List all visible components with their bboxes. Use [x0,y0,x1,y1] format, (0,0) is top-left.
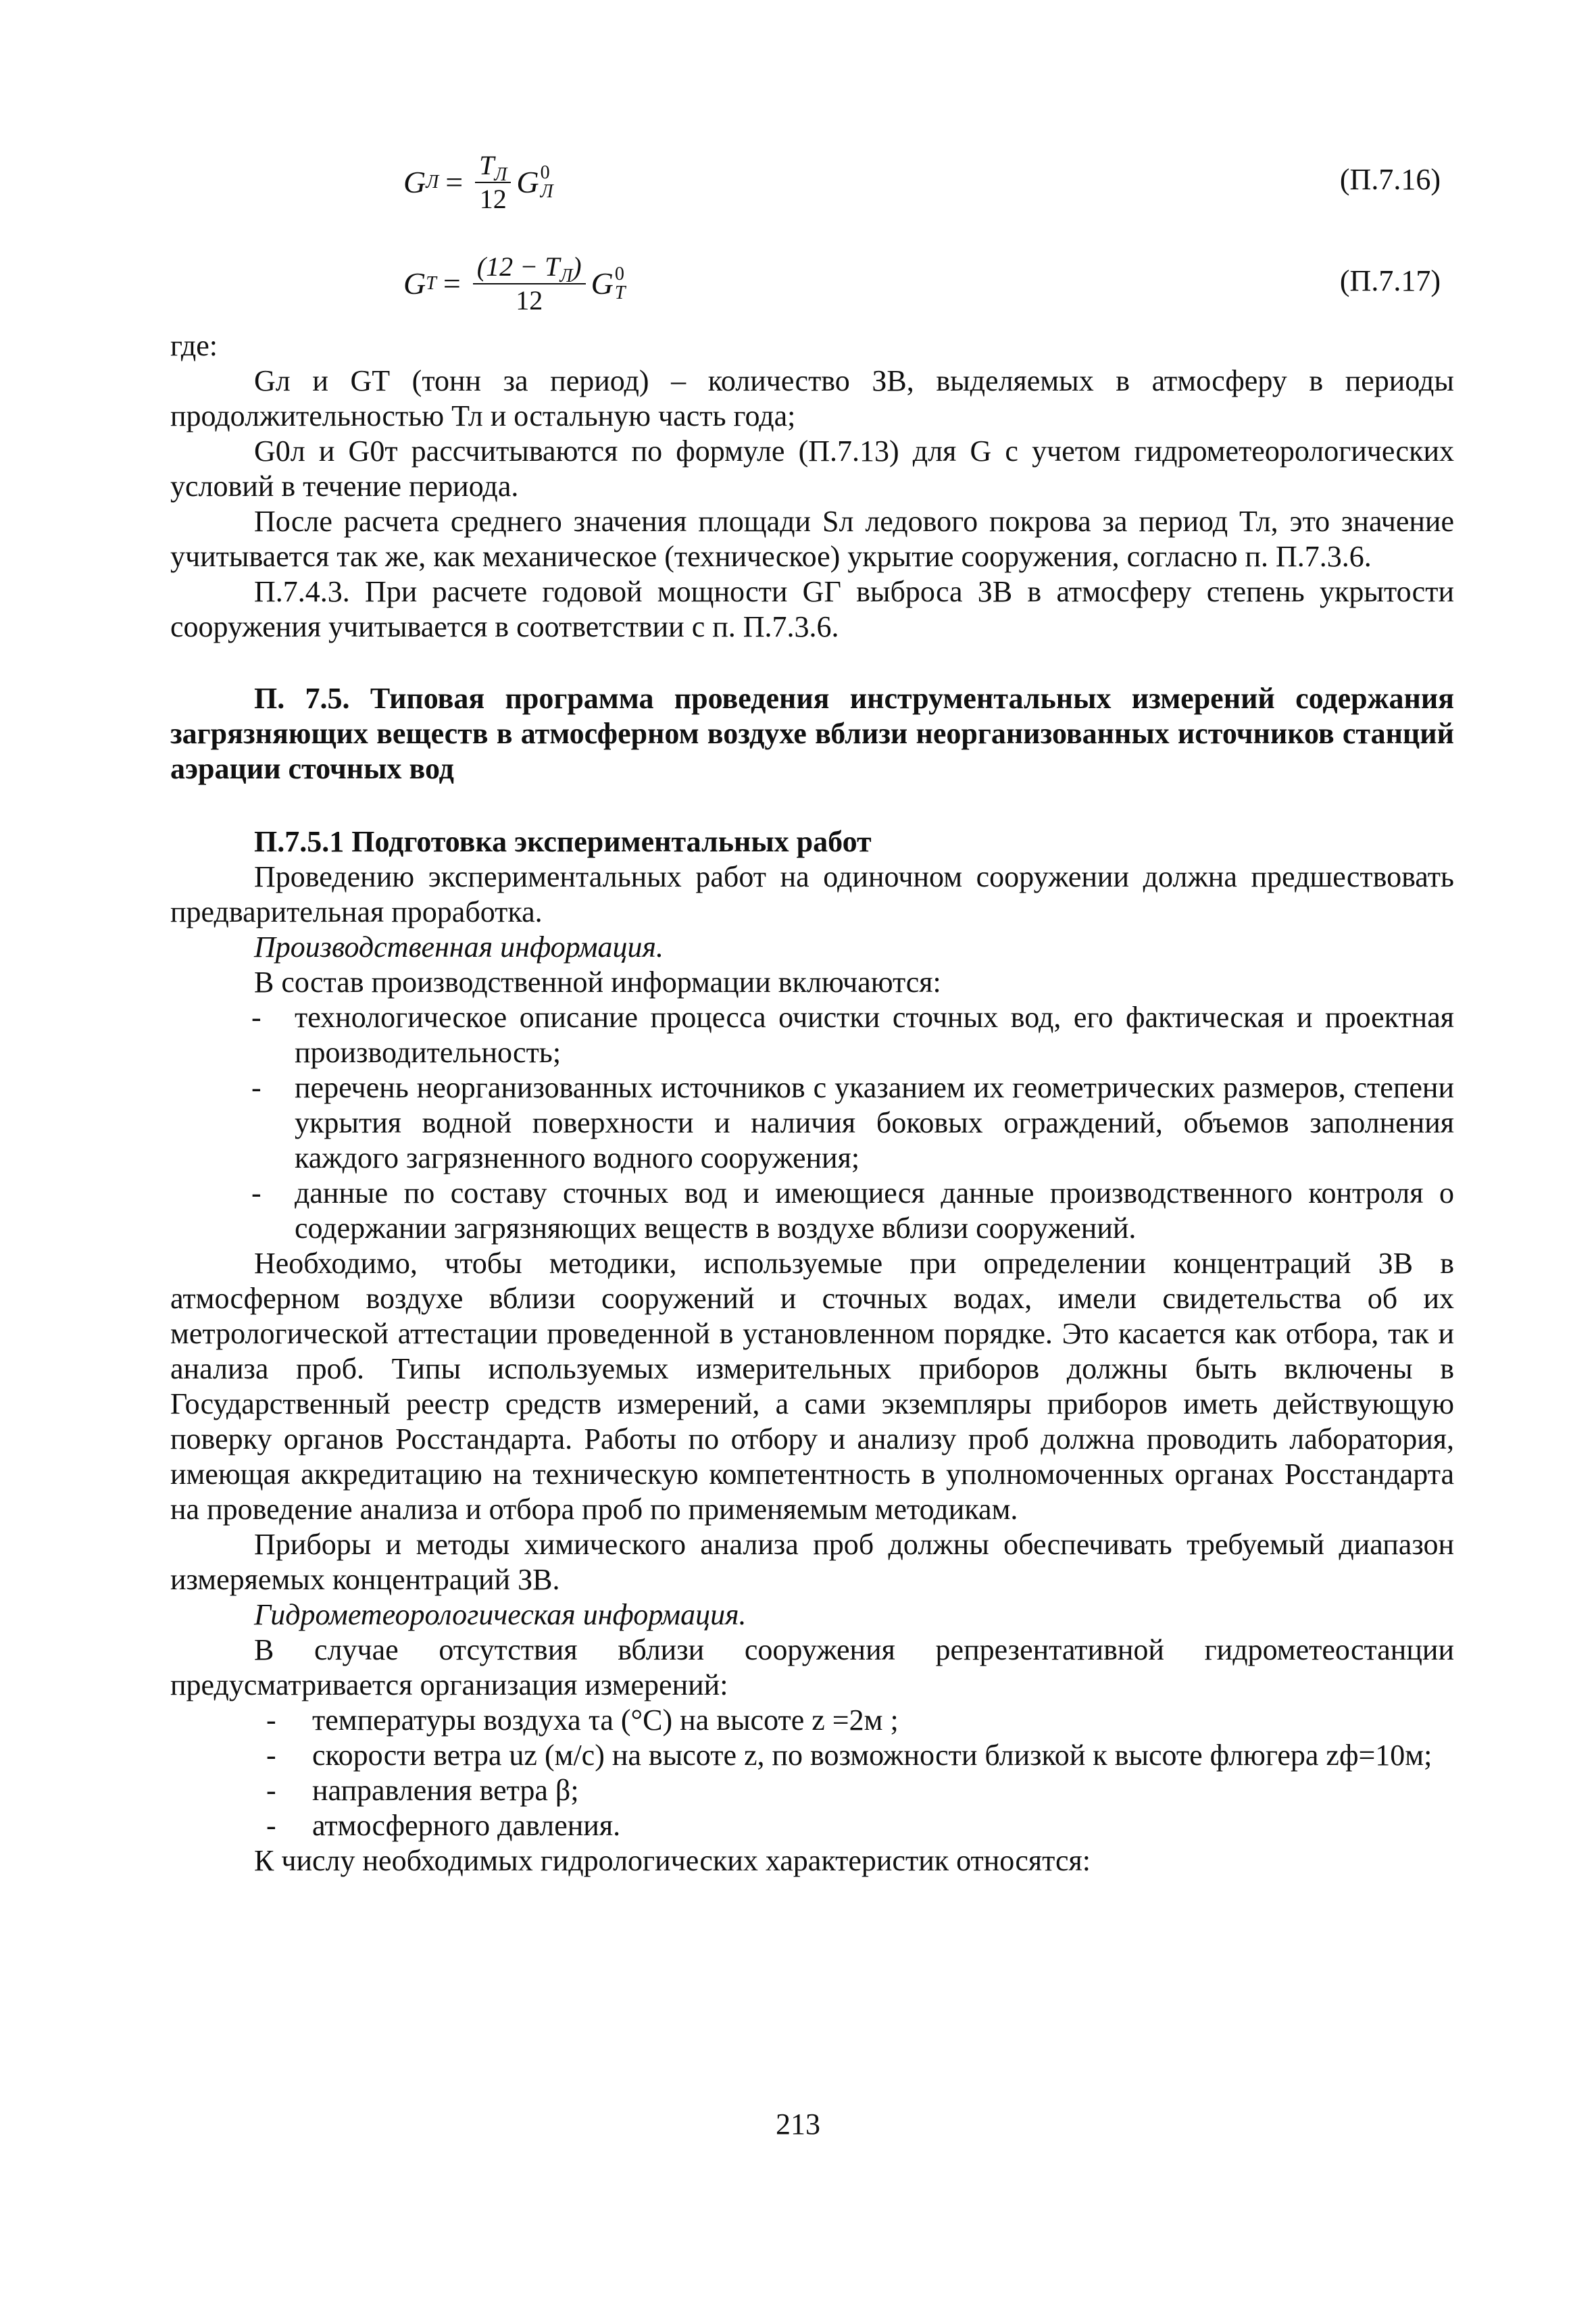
paragraph: В случае отсутствия вблизи сооружения репрезентативной гидрометеостанции предусматривается организация измерений: [170,1633,1454,1701]
formula-fraction [475,149,511,216]
list-dash: - [251,1001,261,1034]
measurement-list [170,1703,1454,1843]
list-item-text: направления ветра β; [312,1774,579,1807]
where-label: где: [170,329,218,362]
paragraph: Gл и GТ (тонн за период) – количество ЗВ, выделяемых в атмосферу в периоды продолжительностью Тл и остальную часть года; [170,364,1454,432]
formula-rhs-sub: Т [614,282,626,303]
list-dash: - [266,1703,276,1737]
formula-rhs: G [516,165,539,199]
list-dash: - [251,1071,261,1104]
production-info-label: Производственная информация. [254,930,664,964]
list-item-text: технологическое описание процесса очистки сточных вод, его фактическая и проектная производительность; [295,1001,1454,1069]
list-dash: - [266,1739,276,1772]
paragraph: Приборы и методы химического анализа проб должны обеспечивать требуемый диапазон измеряемых концентраций ЗВ. [170,1528,1454,1596]
fraction-numerator-sub: Л [494,164,507,185]
list-item [170,1703,1454,1738]
paragraph: G0л и G0т рассчитываются по формуле (П.7.13) для G с учетом гидрометеорологических условий в течение периода. [170,434,1454,503]
formula-expression: G Л = $\frac{T_Л}{12}$ G 0 Л [403,150,553,214]
formula-lhs: G [403,266,426,301]
list-item [170,1000,1454,1070]
formula-p7-16 [170,135,1454,230]
list-dash: - [266,1774,276,1807]
page-number: 213 [776,2108,820,2141]
list-item-text: температуры воздуха τa (°С) на высоте z =2м ; [312,1703,899,1737]
list-dash: - [266,1809,276,1842]
paragraph: К числу необходимых гидрологических характеристик относятся: [254,1844,1091,1877]
list-item-text: атмосферного давления. [312,1809,621,1842]
formula-number: (П.7.16) [1339,163,1441,196]
production-info-list [170,1000,1454,1246]
formula-fraction [473,251,586,317]
list-item [170,1176,1454,1246]
fraction-numerator-sub: Л [559,266,573,287]
formula-rhs-sup: 0 [614,264,624,284]
list-item [170,1738,1454,1773]
document-page [170,135,1454,1878]
fraction-numerator: T [479,150,495,180]
list-dash: - [251,1176,261,1210]
paragraph: После расчета среднего значения площади Sл ледового покрова за период Тл, это значение учитывается так же, как механическое (техническое) укрытие сооружения, согласно п. П.7.3.6. [170,505,1454,573]
formula-rhs-sup: 0 [540,162,550,183]
formula-p7-17 [170,237,1454,331]
subsection-heading: П.7.5.1 Подготовка экспериментальных работ [254,825,872,858]
list-item [170,1070,1454,1176]
list-item [170,1773,1454,1808]
fraction-denominator: 12 [479,184,507,214]
formula-rhs-sub: Л [540,181,553,202]
section-heading: П. 7.5. Типовая программа проведения инструментальных измерений содержания загрязняющих веществ в атмосферном воздухе вблизи неорганизованных источников станций аэрации сточных вод [170,682,1454,785]
formula-expression: G Т = $\frac{(12 - T_Л)}{12}$ G 0 Т [403,251,626,316]
fraction-numerator-tail: ) [572,251,582,282]
paragraph: В состав производственной информации включаются: [254,966,941,999]
list-item [170,1808,1454,1843]
formula-rhs: G [591,266,614,301]
list-item-text: перечень неорганизованных источников с указанием их геометрических размеров, степени укрытия водной поверхности и наличия боковых ограждений, объемов заполнения каждого загрязненного водного сооружения; [295,1071,1454,1174]
paragraph: П.7.4.3. При расчете годовой мощности GГ выброса ЗВ в атмосферу степень укрытости сооружения учитывается в соответствии с п. П.7.3.6. [170,575,1454,643]
fraction-numerator: (12 − T [476,251,560,282]
formula-lhs: G [403,165,426,199]
hydro-info-label: Гидрометеорологическая информация. [254,1598,747,1631]
paragraph: Необходимо, чтобы методики, используемые при определении концентраций ЗВ в атмосферном воздухе вблизи сооружений и сточных водах, имели свидетельства об их метрологической аттестации проведенной в установленном порядке. Это касается как отбора, так и анализа проб. Типы используемых измерительных приборов должны быть включены в Государственный реестр средств измерений, а сами экземпляры приборов иметь действующую поверку органов Росстандарта. Работы по отбору и анализу проб должна проводить лаборатория, имеющая аккредитацию на техническую компетентность в уполномоченных органах Росстандарта на проведение анализа и отбора проб по применяемым методикам. [170,1247,1454,1526]
fraction-denominator: 12 [516,285,543,316]
formula-number: (П.7.17) [1339,264,1441,297]
list-item-text: данные по составу сточных вод и имеющиеся данные производственного контроля о содержании загрязняющих веществ в воздухе вблизи сооружений. [295,1176,1454,1245]
paragraph: Проведению экспериментальных работ на одиночном сооружении должна предшествовать предварительная проработка. [170,860,1454,928]
list-item-text: скорости ветра uz (м/с) на высоте z, по возможности близкой к высоте флюгера zф=10м; [312,1739,1432,1772]
